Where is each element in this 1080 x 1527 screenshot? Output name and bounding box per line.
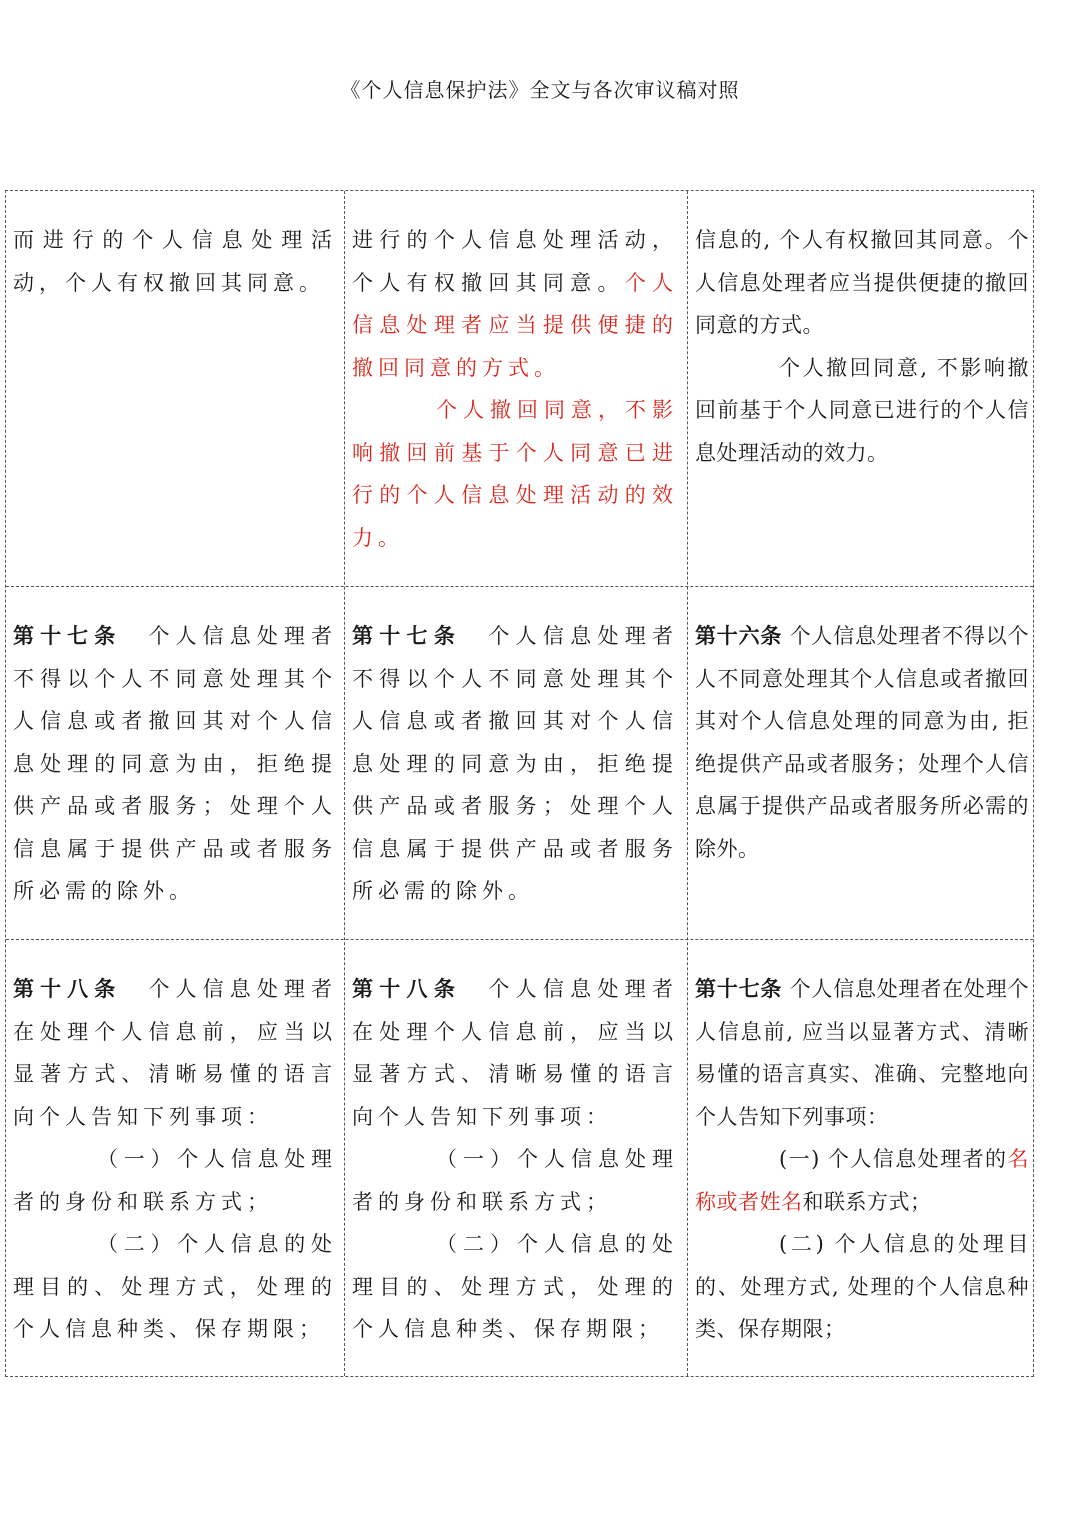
clause-text: 个人信息处理者不得以个人不同意处理其个人信息或者撤回其对个人信息处理的同意为由，拒绝提供产品或者服务；处理个人信息属于提供产品或者服务所必需的除外。 bbox=[352, 624, 679, 903]
article-number: 第十七条 bbox=[352, 623, 462, 648]
article-number: 第十八条 bbox=[352, 976, 462, 1001]
clause-text: 个人信息处理者不得以个人不同意处理其个人信息或者撤回其对个人信息处理的同意为由, 拒绝提供产品或者服务；处理个人信息属于提供产品或者服务所必需的除外。 bbox=[695, 624, 1029, 861]
paragraph bbox=[695, 615, 1029, 870]
row-1-col-3 bbox=[695, 219, 1029, 474]
paragraph bbox=[695, 219, 1029, 347]
clause-text: 进行的个人信息处理活动，个人有权撤回其同意。 bbox=[352, 228, 678, 295]
paragraph bbox=[352, 219, 678, 389]
row-3-col-2 bbox=[352, 968, 678, 1351]
paragraph bbox=[13, 1223, 337, 1351]
paragraph bbox=[695, 968, 1029, 1138]
comparison-table bbox=[5, 190, 1034, 1377]
clause-text: 个人信息处理者不得以个人不同意处理其个人信息或者撤回其对个人信息处理的同意为由，拒绝提供产品或者服务；处理个人信息属于提供产品或者服务所必需的除外。 bbox=[13, 624, 338, 903]
paragraph bbox=[695, 347, 1029, 475]
row-3-col-3 bbox=[695, 968, 1029, 1351]
clause-text: 个人信息处理者在处理个人信息前, 应当以显著方式、清晰易懂的语言真实、准确、完整地向个人告知下列事项： bbox=[695, 977, 1029, 1129]
row-1-col-1 bbox=[13, 219, 337, 304]
clause-text: 个人撤回同意, 不影响撤回前基于个人同意已进行的个人信息处理活动的效力。 bbox=[695, 355, 1029, 465]
revised-text: 个人撤回同意，不影响撤回前基于个人同意已进行的个人信息处理活动的效力。 bbox=[352, 398, 678, 550]
row-2-col-2 bbox=[352, 615, 678, 913]
article-number: 第十七条 bbox=[13, 623, 122, 648]
clause-text: 和联系方式； bbox=[802, 1189, 932, 1214]
clause-text: 个人信息处理者在处理个人信息前，应当以显著方式、清晰易懂的语言向个人告知下列事项： bbox=[13, 977, 338, 1129]
clause-text: （一）个人信息处理者的身份和联系方式； bbox=[13, 1147, 337, 1214]
column-divider bbox=[344, 191, 345, 1376]
row-divider bbox=[6, 586, 1033, 587]
row-3-col-1 bbox=[13, 968, 337, 1351]
page-title: 《个人信息保护法》全文与各次审议稿对照 bbox=[340, 78, 740, 102]
row-2-col-3 bbox=[695, 615, 1029, 870]
paragraph bbox=[13, 968, 337, 1138]
article-number: 第十八条 bbox=[13, 976, 122, 1001]
clause-text: 个人信息处理者在处理个人信息前，应当以显著方式、清晰易懂的语言向个人告知下列事项： bbox=[352, 977, 679, 1129]
clause-text: （二）个人信息的处理目的、处理方式，处理的个人信息种类、保存期限； bbox=[13, 1232, 337, 1341]
paragraph bbox=[352, 615, 678, 913]
article-number: 第十七条 bbox=[695, 976, 783, 1001]
clause-text: （二）个人信息的处理目的、处理方式，处理的个人信息种类、保存期限； bbox=[352, 1232, 678, 1341]
clause-text: (二) 个人信息的处理目的、处理方式, 处理的个人信息种类、保存期限； bbox=[695, 1232, 1029, 1341]
row-2-col-1 bbox=[13, 615, 337, 913]
paragraph bbox=[695, 1223, 1029, 1351]
paragraph bbox=[13, 615, 337, 913]
paragraph bbox=[352, 968, 678, 1138]
clause-text: (一) 个人信息处理者的 bbox=[779, 1147, 1008, 1171]
revised-text: 个人信息处理者应当提供便捷的撤回同意的方式。 bbox=[352, 270, 679, 380]
article-number: 第十六条 bbox=[695, 623, 783, 648]
paragraph bbox=[352, 1223, 678, 1351]
paragraph bbox=[13, 1138, 337, 1223]
row-divider bbox=[6, 939, 1033, 940]
paragraph bbox=[695, 1138, 1029, 1223]
clause-text: 而进行的个人信息处理活动，个人有权撤回其同意。 bbox=[13, 228, 337, 295]
paragraph bbox=[13, 219, 337, 304]
revised-text: 名称或者姓名 bbox=[695, 1147, 1029, 1214]
paragraph bbox=[352, 1138, 678, 1223]
clause-text: （一）个人信息处理者的身份和联系方式； bbox=[352, 1147, 678, 1214]
clause-text: 信息的, 个人有权撤回其同意。个人信息处理者应当提供便捷的撤回同意的方式。 bbox=[695, 228, 1029, 337]
paragraph bbox=[352, 389, 678, 559]
row-1-col-2 bbox=[352, 219, 678, 559]
column-divider bbox=[687, 191, 688, 1376]
